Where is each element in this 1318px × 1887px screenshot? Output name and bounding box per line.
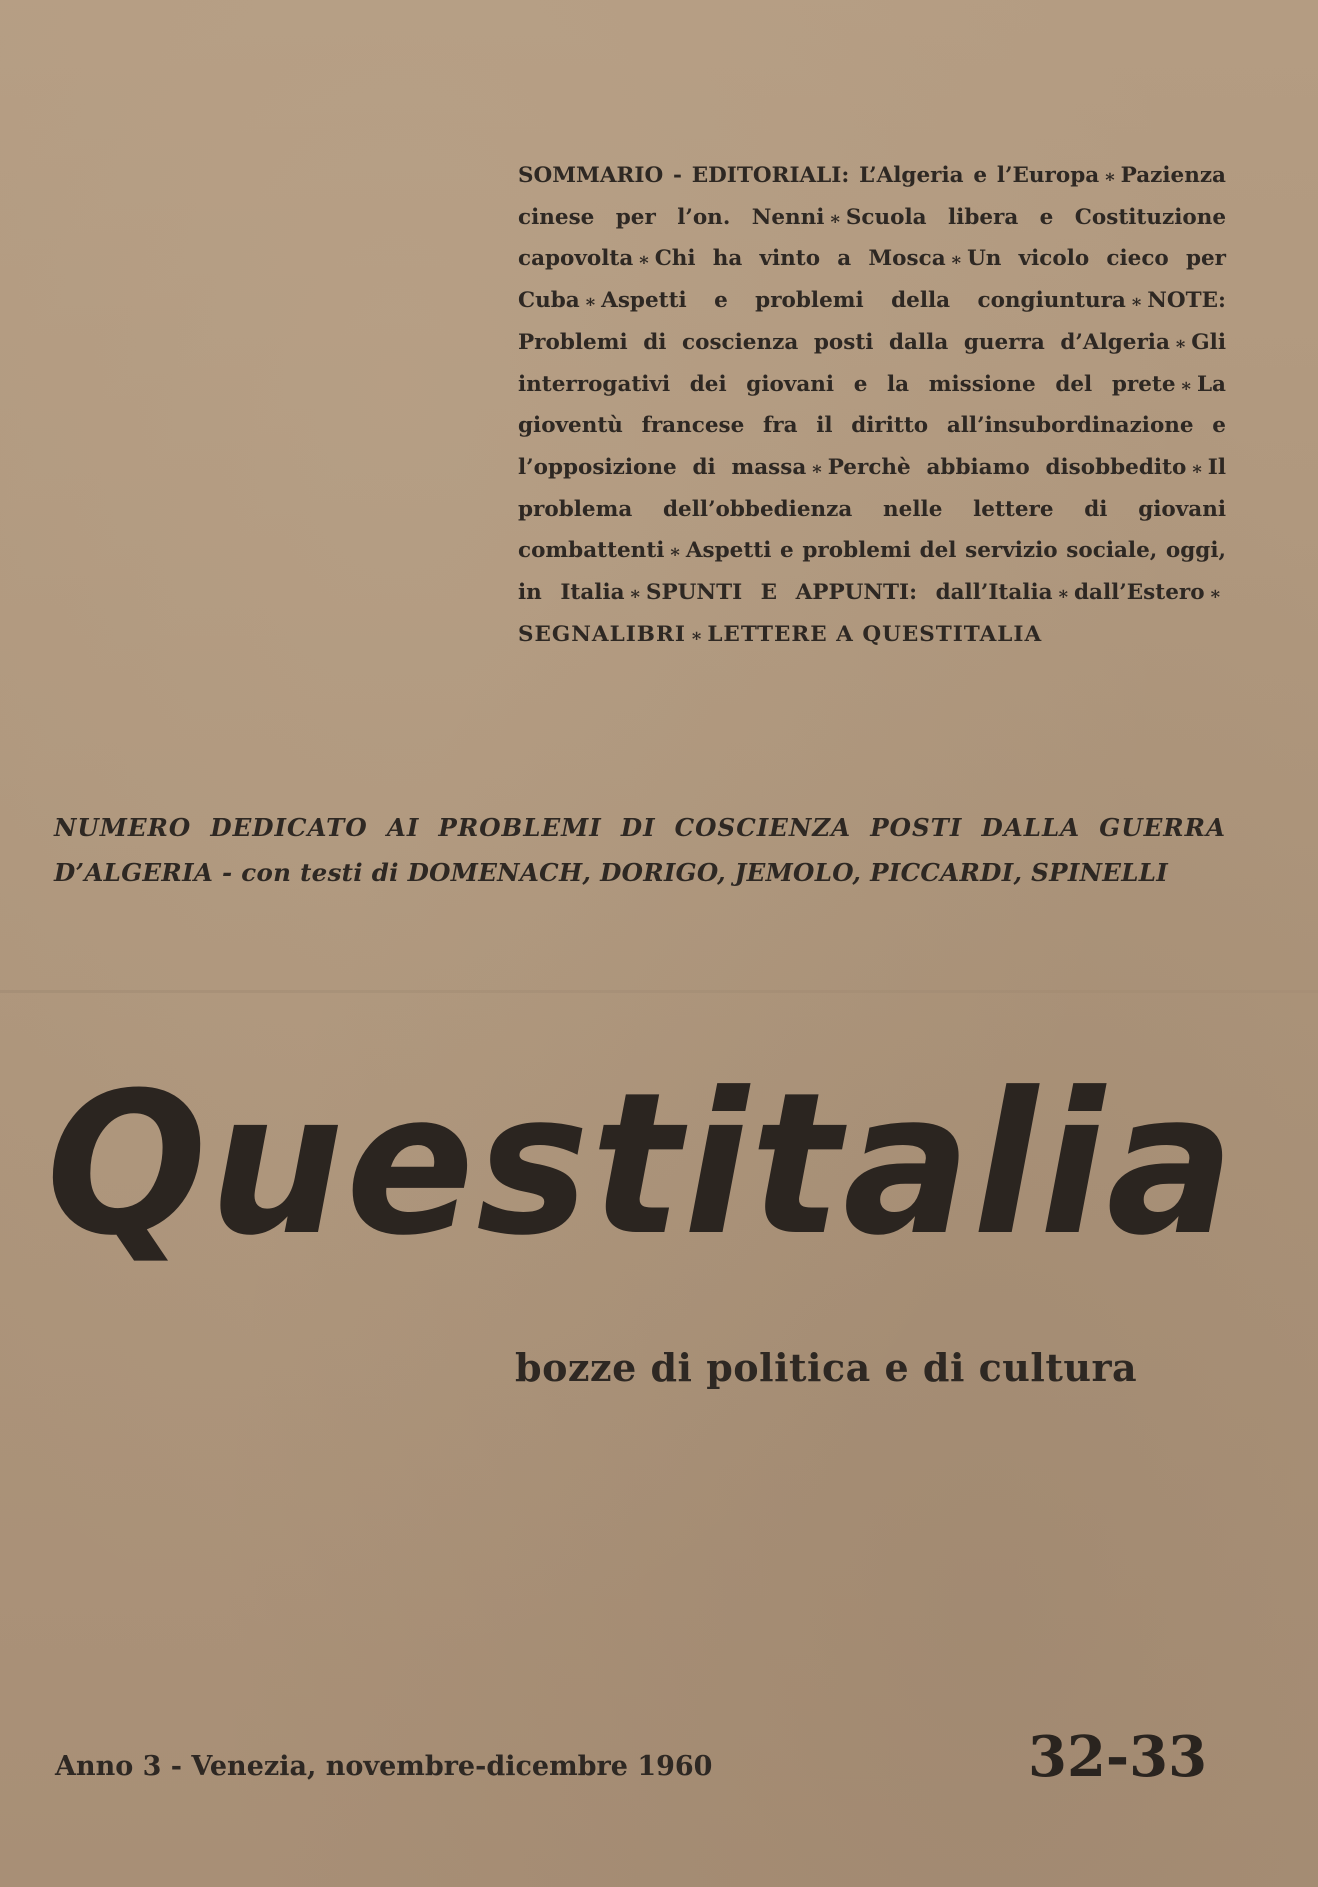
asterisk-icon: ⁎ <box>1210 582 1220 604</box>
dedication-line-2: D’ALGERIA - con testi di DOMENACH, DORIGO, JEMOLO, PICCARDI, SPINELLI <box>54 858 1169 887</box>
asterisk-icon: ⁎ <box>951 248 962 270</box>
toc-item: Gli interrogativi dei giovani e la missione del prete <box>518 329 1226 397</box>
toc-item: Perchè abbiamo disobbedito <box>827 454 1187 480</box>
toc-item: dall’Italia <box>935 580 1053 606</box>
issue-dedication <box>54 805 1226 895</box>
toc-heading: SOMMARIO - EDITORIALI: <box>518 163 850 188</box>
asterisk-icon: ⁎ <box>1192 456 1202 478</box>
asterisk-icon: ⁎ <box>691 623 702 645</box>
asterisk-icon: ⁎ <box>639 248 649 270</box>
asterisk-icon: ⁎ <box>630 582 640 604</box>
asterisk-icon: ⁎ <box>585 290 596 312</box>
toc-item: Pazienza cinese per l’on. Nenni <box>518 163 1226 230</box>
issue-date: Anno 3 - Venezia, novembre-dicembre 1960 <box>55 1751 713 1782</box>
dedication-line-1: NUMERO DEDICATO AI PROBLEMI DI COSCIENZA POSTI DALLA GUERRA <box>54 813 1226 842</box>
toc-lettere: LETTERE A QUESTITALIA <box>707 621 1043 647</box>
masthead <box>46 1050 1236 1280</box>
toc-item: Il problema dell’obbedienza nelle lettere di giovani combattenti <box>518 454 1226 564</box>
toc-item: Scuola libera e Costituzione capovolta <box>518 204 1227 272</box>
magazine-title: Questitalia <box>46 1051 1237 1279</box>
asterisk-icon: ⁎ <box>1181 373 1191 395</box>
toc-section-label: SPUNTI E APPUNTI: <box>645 580 918 606</box>
toc-item: dall’Estero <box>1074 580 1205 606</box>
magazine-subtitle: bozze di politica e di cultura <box>515 1345 1138 1390</box>
asterisk-icon: ⁎ <box>670 540 680 562</box>
asterisk-icon: ⁎ <box>812 456 822 478</box>
asterisk-icon: ⁎ <box>1105 165 1115 186</box>
toc-item: Chi ha vinto a Mosca <box>654 246 946 272</box>
asterisk-icon: ⁎ <box>1058 582 1068 604</box>
toc-item: Aspetti e problemi del servizio sociale, oggi, in Italia <box>518 538 1226 606</box>
asterisk-icon: ⁎ <box>1131 290 1142 312</box>
asterisk-icon: ⁎ <box>830 206 840 228</box>
toc-item: La gioventù francese fra il diritto all’insubordinazione e l’opposizione di massa <box>518 371 1226 480</box>
paper-fold-line <box>0 990 1318 993</box>
table-of-contents <box>518 155 1226 655</box>
toc-item: Un vicolo cieco per Cuba <box>518 246 1226 314</box>
asterisk-icon: ⁎ <box>1175 331 1186 353</box>
toc-item: Problemi di coscienza posti dalla guerra d’Algeria <box>518 329 1170 355</box>
issue-number: 32-33 <box>1028 1724 1208 1790</box>
toc-section-label: NOTE: <box>1147 288 1226 314</box>
toc-item: L’Algeria e l’Europa <box>859 163 1100 188</box>
toc-item: Aspetti e problemi della congiuntura <box>601 288 1126 314</box>
toc-segnalibri: SEGNALIBRI <box>518 621 686 647</box>
